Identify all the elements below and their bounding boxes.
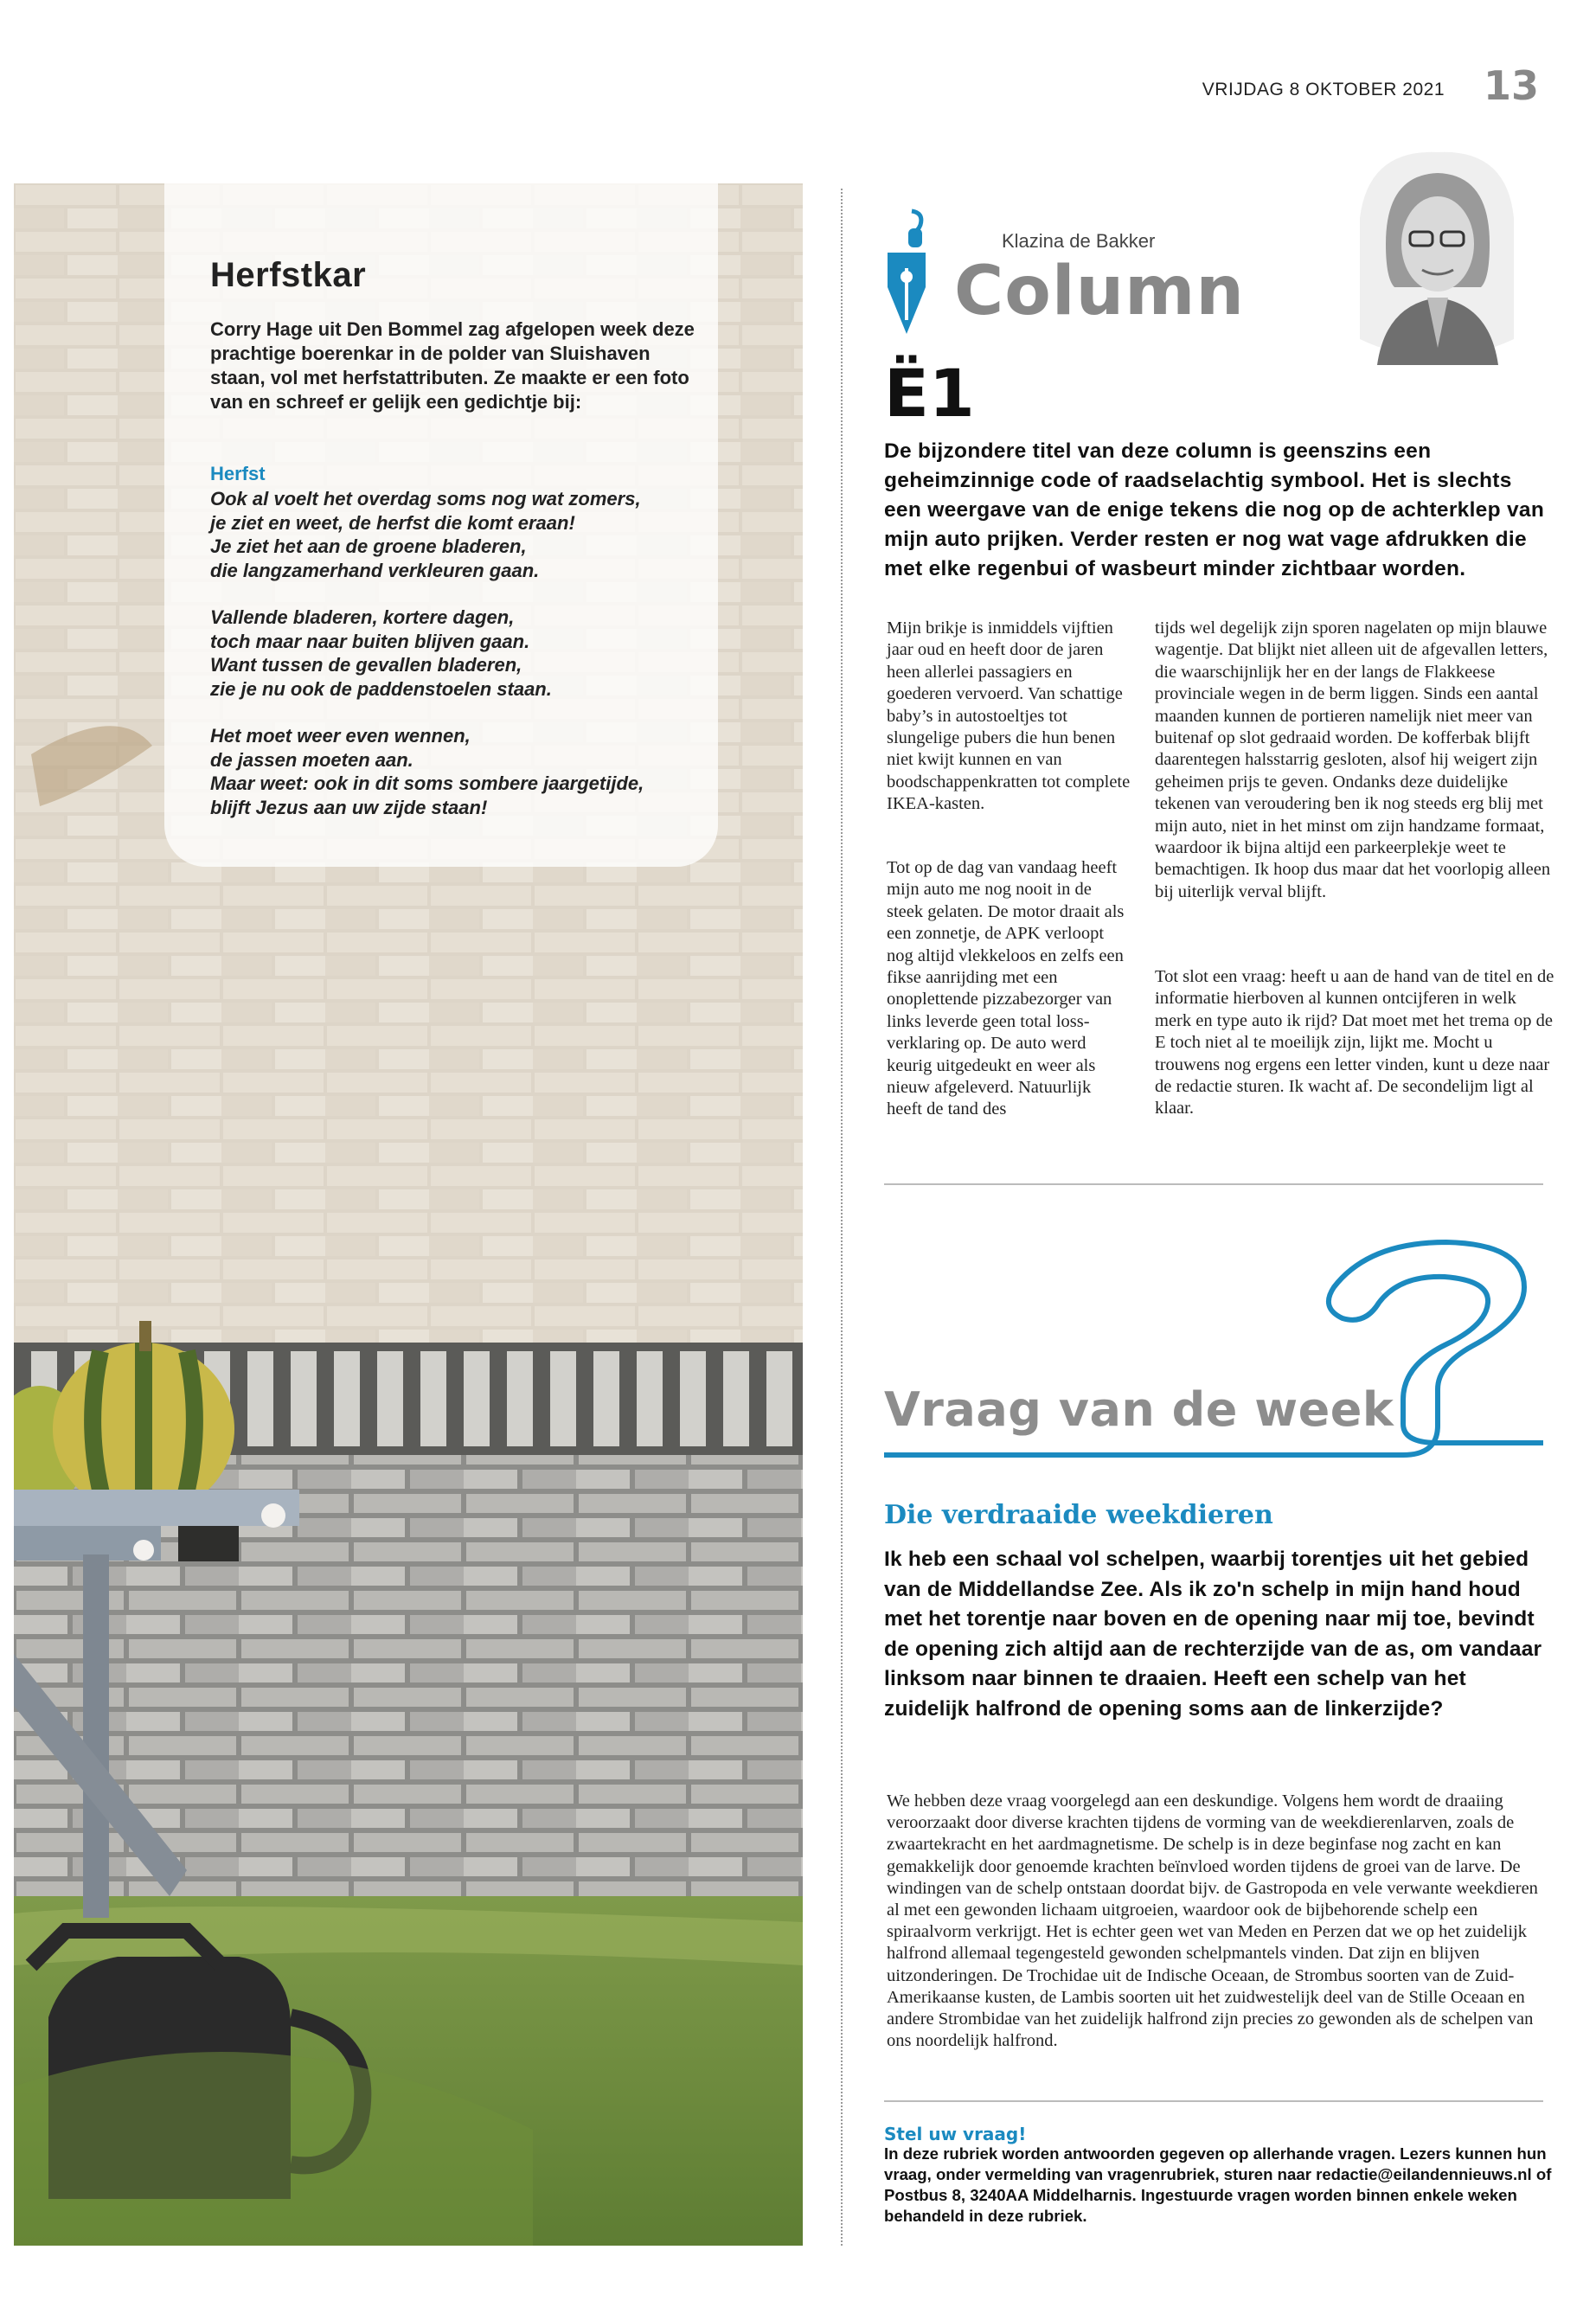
poem-stanza: Het moet weer even wennen, de jassen moeten aan. Maar weet: ook in dit soms sombere jaargetijde, blijft Jezus aan uw zijde staan! xyxy=(210,725,644,818)
vraag-answer: We hebben deze vraag voorgelegd aan een deskundige. Volgens hem wordt de draaiing veroorzaakt door diverse krachten tijdens de vorming van de weekdierenlarven, zoals de zwaartekracht en het aardmagnetisme. De schelp is in deze beginfase nog zacht en kan gemakkelijk door genoemde krachten beïnvloed worden tijdens de groei van de larve. De windingen van de schelp ontstaan doordat bijv. de Gastropoda en vele verwante weekdieren al met een gewonden lichaam uitgroeien, waardoor ook de bijbehorende schelp een spiraalvorm verkrijgt. Het is echter geen wet van Meden en Perzen dat we op het zuidelijk halfrond allemaal tegengesteld gewonden schelpmantels vinden. Dat zijn en blijven uitzonderingen. De Trochidae uit de Indische Oceaan, de Strombus soorten van de Zuid-Amerikaanse kusten, de Lambis soorten uit het zuidwestelijk deel van de Stille Oceaan en andere Strombidae van het zuidelijk halfrond zijn precies zo gewonden als de schelpen van ons noordelijk halfrond. xyxy=(887,1791,1538,2051)
page-date: VRIJDAG 8 OKTOBER 2021 xyxy=(1202,80,1445,99)
column-paragraph: Mijn brikje is inmiddels vijftien jaar oud en heeft door de jaren heen allerlei passagiers en goederen vervoerd. Van schattige baby’s in autostoeltjes tot slungelige pubers die hun benen niet kwijt kunnen en van boodschappenkratten tot complete IKEA-kasten. xyxy=(887,619,1131,814)
column-paragraph: Tot slot een vraag: heeft u aan de hand van de titel en de informatie hierboven al kunnen ontcijferen in welk merk en type auto ik rijd? Dat moet met het trema op de E toch niet al te moeilijk zijn, lijkt me. Mocht u trouwens nog ergens een letter vinden, kunt u deze naar de redactie sturen. Ik wacht af. De secondelijm ligt al klaar. xyxy=(1155,967,1554,1118)
vraag-subtitle: Die verdraaide weekdieren xyxy=(884,1500,1273,1530)
column-title: Ë1 xyxy=(884,355,975,432)
poem-title: Herfstkar xyxy=(210,256,367,294)
column-lead: De bijzondere titel van deze column is geenszins een geheimzinnige code of raadselachtig symbool. Het is slechts een weergave van de enige tekens die nog op de achterklep van mijn auto prijken. Verder resten er nog wat vage afdrukken die met elke regenbui of wasbeurt minder zichtbaar worden. xyxy=(884,439,1545,580)
column-paragraph: tijds wel degelijk zijn sporen nagelaten op mijn blauwe wagentje. Dat blijkt niet alleen uit de afgevallen letters, die waarschijnlijk her en der langs de Flakkeese provinciale wegen in de berm liggen. Sinds een aantal maanden kunnen de portieren namelijk niet meer van buitenaf op slot gedraaid worden. De kofferbak blijft daarentegen halsstarrig gesloten, alsof hij weigert zijn geheimen prijs te geven. Ondanks deze duidelijke tekenen van veroudering ben ik nog steeds erg blij met mijn auto, niet in het minst om zijn handzame formaat, waardoor ik bijna altijd een parkeerplekje weet te bemachtigen. Ik hoop dus maar dat het voorlopig alleen bij uiterlijk verval blijft. xyxy=(1155,619,1551,901)
poem-heading: Herfst xyxy=(210,463,266,484)
section-divider xyxy=(884,1183,1543,1185)
column-divider xyxy=(841,189,843,2246)
page-number: 13 xyxy=(1484,62,1540,109)
column-label: Column xyxy=(954,253,1245,330)
cta-body: In deze rubriek worden antwoorden gegeven op allerhande vragen. Lezers kunnen hun vraag, onder vermelding van vragenrubriek, sturen naar redactie@eilandennieuws.nl of Postbus 8, 3240AA Middelharnis. Ingestuurde vragen worden binnen enkele weken behandeld in deze rubriek. xyxy=(884,2144,1552,2225)
column-author: Klazina de Bakker xyxy=(1002,230,1156,252)
vraag-question: Ik heb een schaal vol schelpen, waarbij torentjes uit het gebied van de Middellandse Zee. Als ik zo'n schelp in mijn hand houd met het torentje naar boven en de opening naar mij toe, bevindt de opening zich altijd aan de rechterzijde van de as, om vandaar linksom naar binnen te draaien. Heeft een schelp van het zuidelijk halfrond de opening soms aan de linkerzijde? xyxy=(884,1548,1542,1721)
vraag-title: Vraag van de week xyxy=(884,1382,1394,1437)
poem-stanza: Vallende bladeren, kortere dagen, toch maar naar buiten blijven gaan. Want tussen de gevallen bladeren, zie je nu ook de paddenstoelen staan. xyxy=(210,606,552,700)
author-portrait xyxy=(1351,149,1521,370)
cta-title: Stel uw vraag! xyxy=(884,2124,1027,2144)
poem-intro: Corry Hage uit Den Bommel zag afgelopen week deze prachtige boerenkar in de polder van Sluishaven staan, vol met herfstattributen. Ze maakte er een foto van en schreef er gelijk een gedichtje bij: xyxy=(210,318,695,413)
section-divider xyxy=(884,2100,1543,2102)
column-paragraph: Tot op de dag van vandaag heeft mijn auto me nog nooit in de steek gelaten. De motor draait als een zonnetje, de APK verloopt nog altijd vlekkeloos en zelfs een fikse aanrijding met een onoplettende pizzabezorger van links leverde geen total loss-verklaring op. De auto werd keurig uitgedeukt en weer als nieuw afgeleverd. Natuurlijk heeft de tand des xyxy=(887,858,1125,1119)
fountain-pen-mouse-icon xyxy=(881,208,933,336)
poem-stanza: Ook al voelt het overdag soms nog wat zomers, je ziet en weet, de herfst die komt eraan! Je ziet het aan de groene bladeren, die langzamerhand verkleuren gaan. xyxy=(210,488,641,581)
